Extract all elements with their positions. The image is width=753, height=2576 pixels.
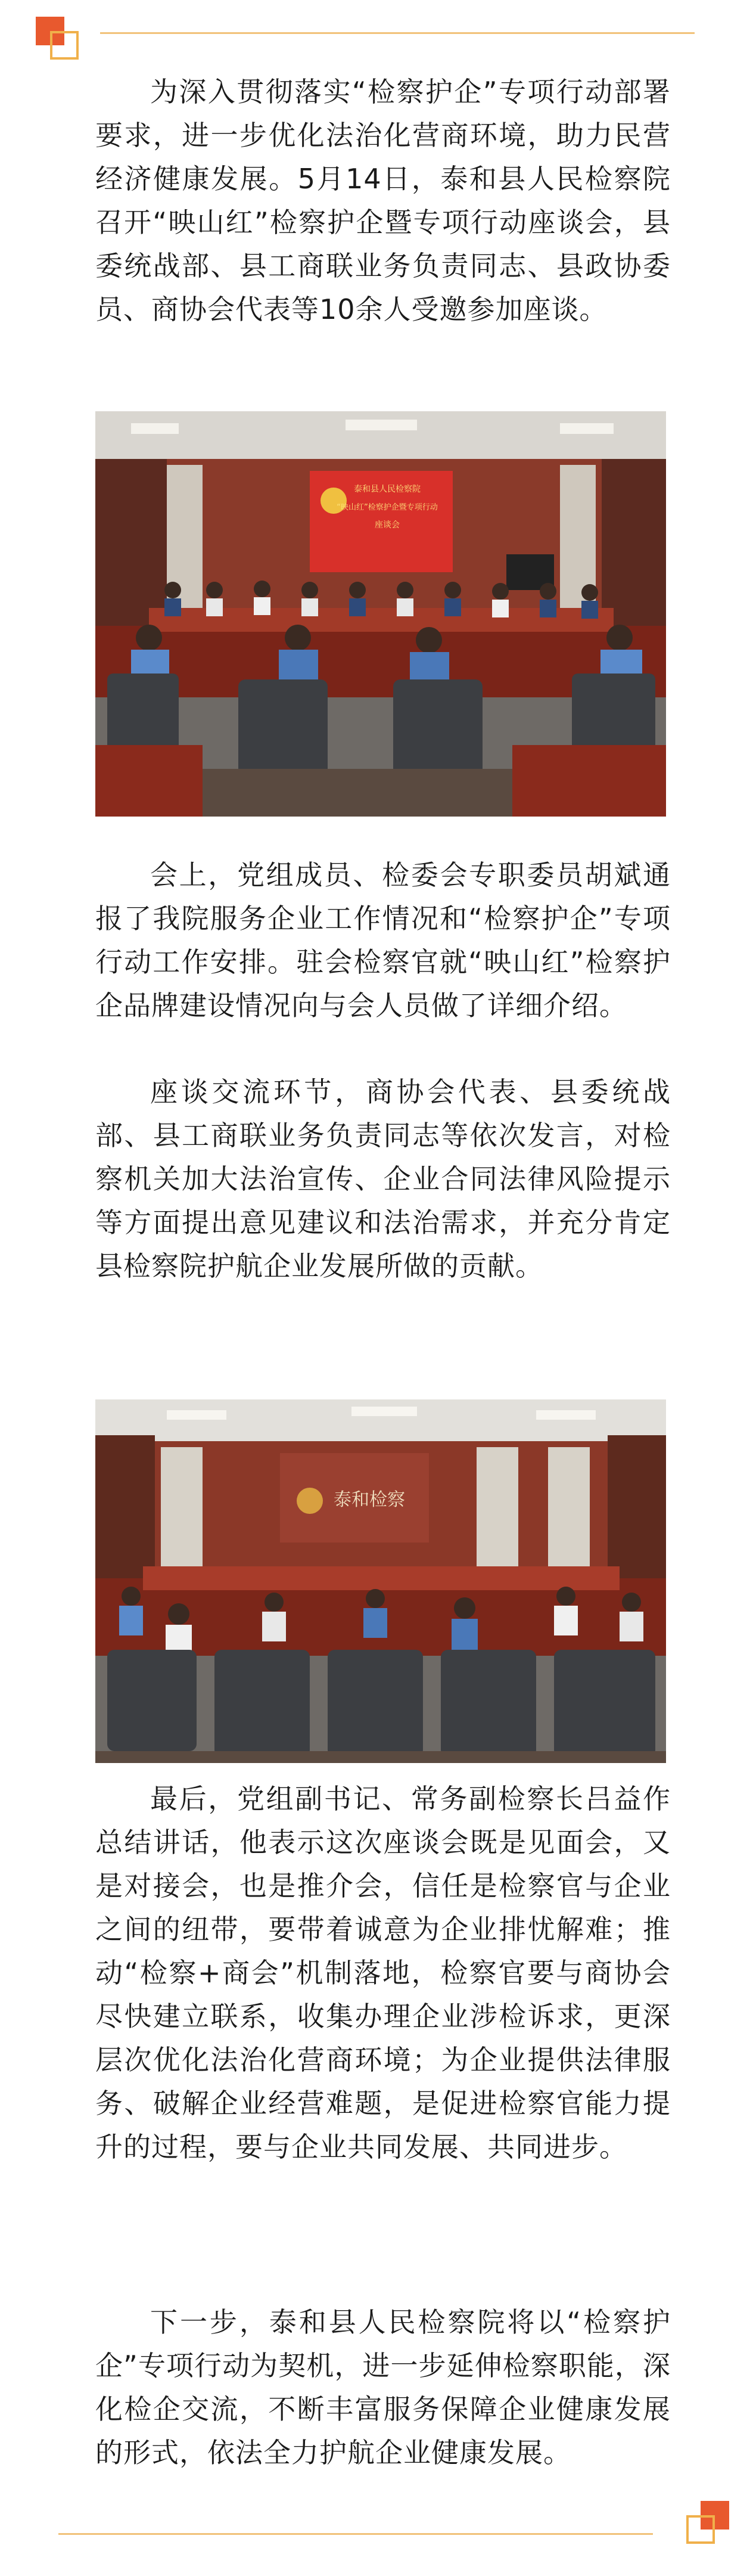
meeting-photo-2-illustration xyxy=(95,1399,666,1763)
footer-decoration xyxy=(682,2501,729,2549)
banner-line-3: 座谈会 xyxy=(375,520,400,530)
banner-line-1: 泰和县人民检察院 xyxy=(354,485,421,494)
deco-square-outline xyxy=(50,31,79,60)
paragraph-discussion: 座谈交流环节，商协会代表、县委统战部、县工商联业务负责同志等依次发言，对检察机关加大法治宣传、企业合同法律风险提示等方面提出意见建议和法治需求，并充分肯定县检察院护航企业发展所做的贡献。 xyxy=(95,1076,671,1282)
banner-line-2: “映山红”检察护企暨专项行动 xyxy=(337,503,438,512)
paragraph-intro: 为深入贯彻落实“检察护企”专项行动部署要求，进一步优化法治化营商环境，助力民营经济健康发展。5月14日，泰和县人民检察院召开“映山红”检察护企暨专项行动座谈会，县委统战部、县工商联业务负责同志、县政协委员、商协会代表等10余人受邀参加座谈。 xyxy=(95,76,671,325)
footer-divider xyxy=(58,2533,653,2535)
paragraph-summary: 最后，党组副书记、常务副检察长吕益作总结讲话，他表示这次座谈会既是见面会，又是对接会，也是推介会，信任是检察官与企业之间的纽带，要带着诚意为企业排忧解难；推动“检察+商会”机制落地，检察官要与商协会尽快建立联系，收集办理企业涉检诉求，更深层次优化法治化营商环境；为企业提供法律服务、破解企业经营难题，是促进检察官能力提升的过程，要与企业共同发展、共同进步。 xyxy=(95,1783,671,2163)
paragraph-report: 会上，党组成员、检委会专职委员胡斌通报了我院服务企业工作情况和“检察护企”专项行动工作安排。驻会检察官就“映山红”检察护企品牌建设情况向与会人员做了详细介绍。 xyxy=(95,859,671,1022)
meeting-photo-1 xyxy=(95,411,666,817)
paragraph-next-steps: 下一步，泰和县人民检察院将以“检察护企”专项行动为契机，进一步延伸检察职能，深化检企交流，不断丰富服务保障企业健康发展的形式，依法全力护航企业健康发展。 xyxy=(95,2306,671,2469)
header-decoration xyxy=(36,17,83,64)
meeting-photo-2 xyxy=(95,1399,666,1763)
meeting-photo-1-illustration xyxy=(95,411,666,817)
deco-square-outline xyxy=(686,2515,715,2544)
header-divider xyxy=(100,32,695,34)
wall-sign: 泰和检察 xyxy=(334,1489,405,1510)
